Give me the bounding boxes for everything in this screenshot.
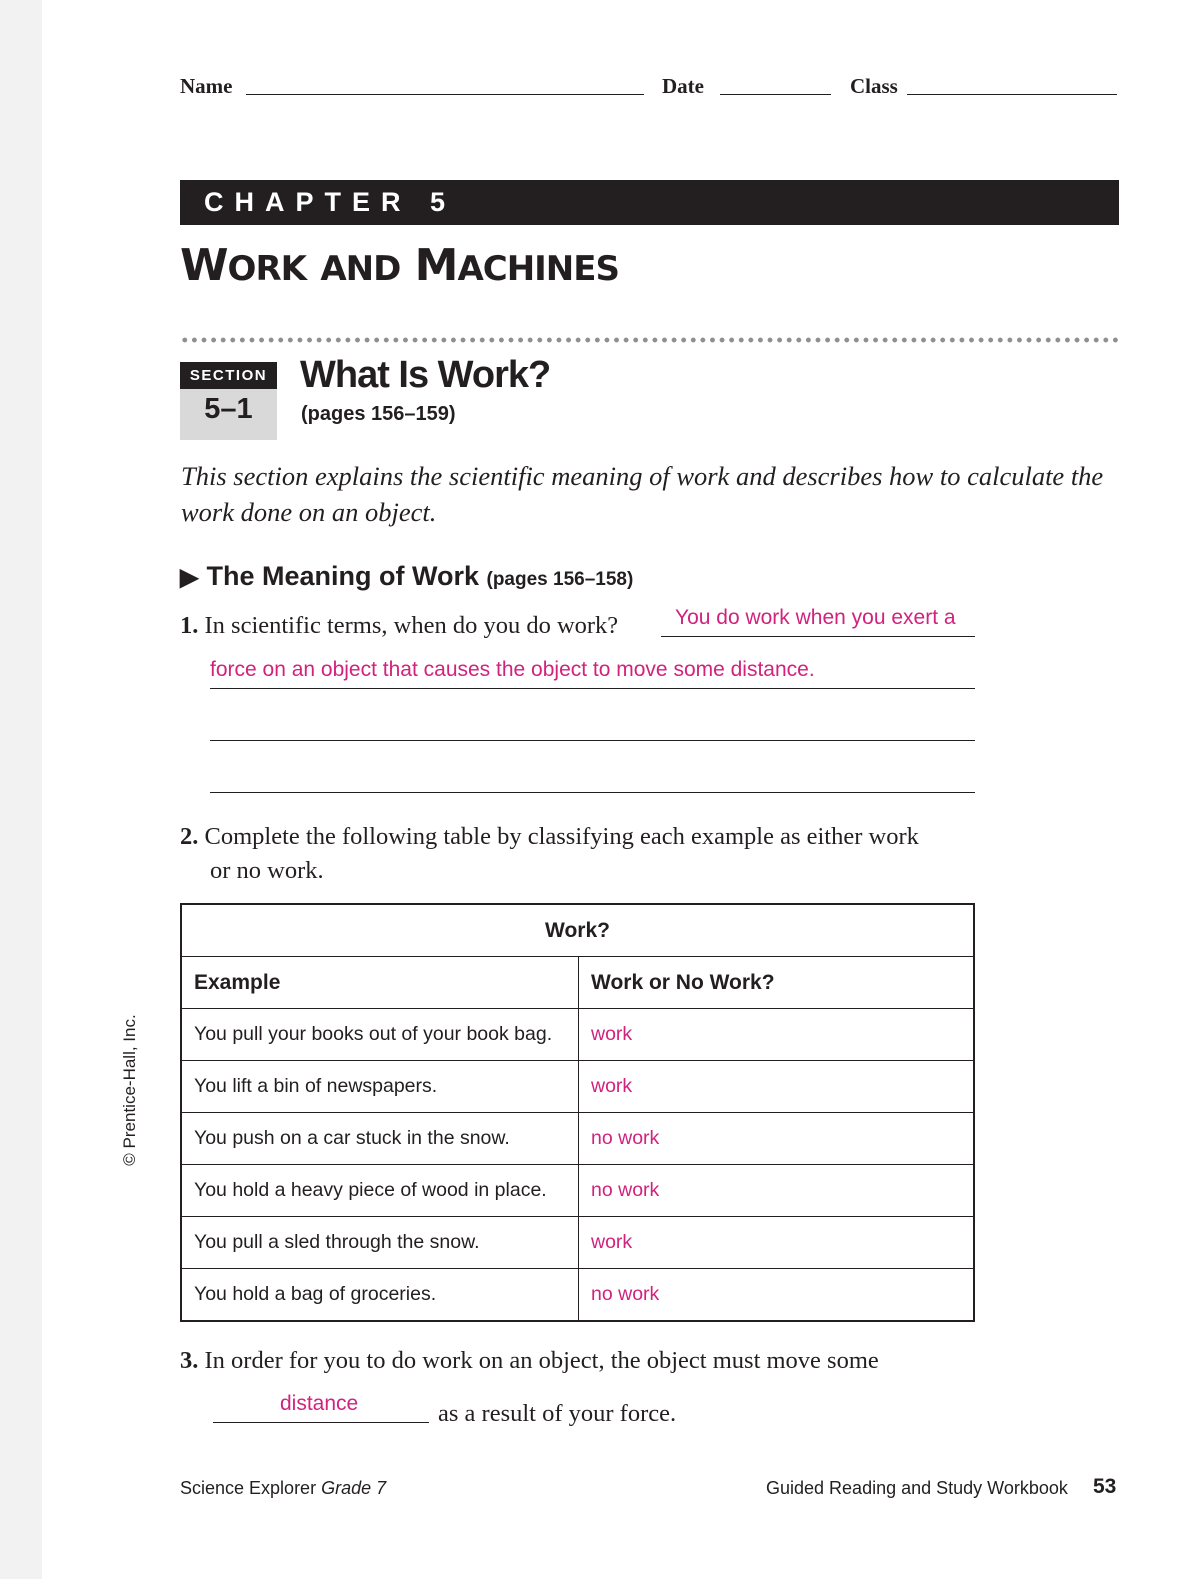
- section-title: What Is Work?: [300, 354, 551, 396]
- table-row: [181, 1269, 974, 1322]
- example-cell: You push on a car stuck in the snow.: [181, 1113, 579, 1165]
- answer-cell[interactable]: work: [579, 1217, 975, 1269]
- question-3-number: 3.: [180, 1347, 199, 1374]
- subheading-title: The Meaning of Work: [206, 561, 479, 591]
- question-1: [180, 612, 618, 640]
- copyright-notice: © Prentice-Hall, Inc.: [120, 1014, 139, 1166]
- chapter-title: [180, 240, 619, 291]
- name-blank: [246, 94, 644, 95]
- question-3: [180, 1347, 879, 1375]
- answer-cell[interactable]: work: [579, 1009, 975, 1061]
- question-2-text-line-2: or no work.: [210, 857, 324, 884]
- class-label: Class: [850, 74, 898, 98]
- subheading-pages: (pages 156–158): [486, 569, 634, 590]
- example-cell: You pull a sled through the snow.: [181, 1217, 579, 1269]
- example-cell: You lift a bin of newspapers.: [181, 1061, 579, 1113]
- footer-workbook-title: Guided Reading and Study Workbook: [766, 1478, 1068, 1498]
- question-3-text-line-1: In order for you to do work on an object, the object must move some: [204, 1347, 879, 1374]
- question-1-number: 1.: [180, 612, 199, 639]
- table-row: [181, 1009, 974, 1061]
- triangle-bullet-icon: ▶: [180, 564, 199, 591]
- answer-3: distance: [280, 1392, 359, 1415]
- page-number: 53: [1093, 1475, 1117, 1498]
- work-table: [180, 903, 975, 1322]
- question-3-text-line-2: as a result of your force.: [438, 1400, 677, 1427]
- footer-grade: Grade 7: [321, 1478, 387, 1498]
- header-example: Example: [181, 957, 579, 1009]
- example-cell: You pull your books out of your book bag.: [181, 1009, 579, 1061]
- table-row: [181, 1165, 974, 1217]
- answer-line-q3[interactable]: [213, 1422, 429, 1423]
- chapter-title-and: AND: [320, 249, 401, 289]
- example-cell: You hold a bag of groceries.: [181, 1269, 579, 1322]
- question-2: [180, 820, 980, 888]
- answer-cell[interactable]: no work: [579, 1269, 975, 1322]
- answer-line-4[interactable]: [210, 792, 975, 793]
- table-header-row: [181, 957, 974, 1009]
- footer-book-name: Science Explorer: [180, 1478, 322, 1498]
- header-work-or-no-work: Work or No Work?: [579, 957, 975, 1009]
- answer-cell[interactable]: no work: [579, 1113, 975, 1165]
- section-intro: This section explains the scientific meaning of work and describes how to calculate the work done on an object.: [181, 461, 1104, 527]
- chapter-title-m: M: [414, 240, 458, 291]
- chapter-title-ork: ORK: [227, 249, 306, 289]
- chapter-title-achines: ACHINES: [457, 249, 619, 289]
- table-row: [181, 1061, 974, 1113]
- answer-1-line-2: force on an object that causes the object to move some distance.: [210, 658, 815, 681]
- answer-line-2[interactable]: [210, 688, 975, 689]
- name-label: Name: [180, 74, 233, 98]
- section-pages: (pages 156–159): [301, 403, 456, 425]
- chapter-title-w: W: [180, 240, 228, 291]
- table-caption-row: [181, 904, 974, 957]
- class-blank: [907, 94, 1117, 95]
- answer-line-1[interactable]: [661, 636, 975, 637]
- table-caption: Work?: [181, 904, 974, 957]
- dotted-divider: [180, 337, 1120, 343]
- answer-cell[interactable]: no work: [579, 1165, 975, 1217]
- table-row: [181, 1217, 974, 1269]
- section-label: SECTION: [180, 362, 277, 389]
- worksheet-page: [42, 0, 1200, 1579]
- question-2-number: 2.: [180, 823, 199, 850]
- question-2-text-line-1: Complete the following table by classifying each example as either work: [204, 823, 919, 850]
- answer-cell[interactable]: work: [579, 1061, 975, 1113]
- footer-book-title: [180, 1478, 386, 1499]
- section-number: 5–1: [204, 393, 253, 425]
- question-1-text: In scientific terms, when do you do work?: [204, 612, 619, 639]
- answer-line-3[interactable]: [210, 740, 975, 741]
- example-cell: You hold a heavy piece of wood in place.: [181, 1165, 579, 1217]
- date-blank: [720, 94, 831, 95]
- chapter-banner: CHAPTER 5: [180, 180, 1119, 225]
- date-label: Date: [662, 74, 704, 98]
- table-row: [181, 1113, 974, 1165]
- subheading: [180, 561, 633, 592]
- answer-1-line-1: You do work when you exert a: [675, 606, 956, 629]
